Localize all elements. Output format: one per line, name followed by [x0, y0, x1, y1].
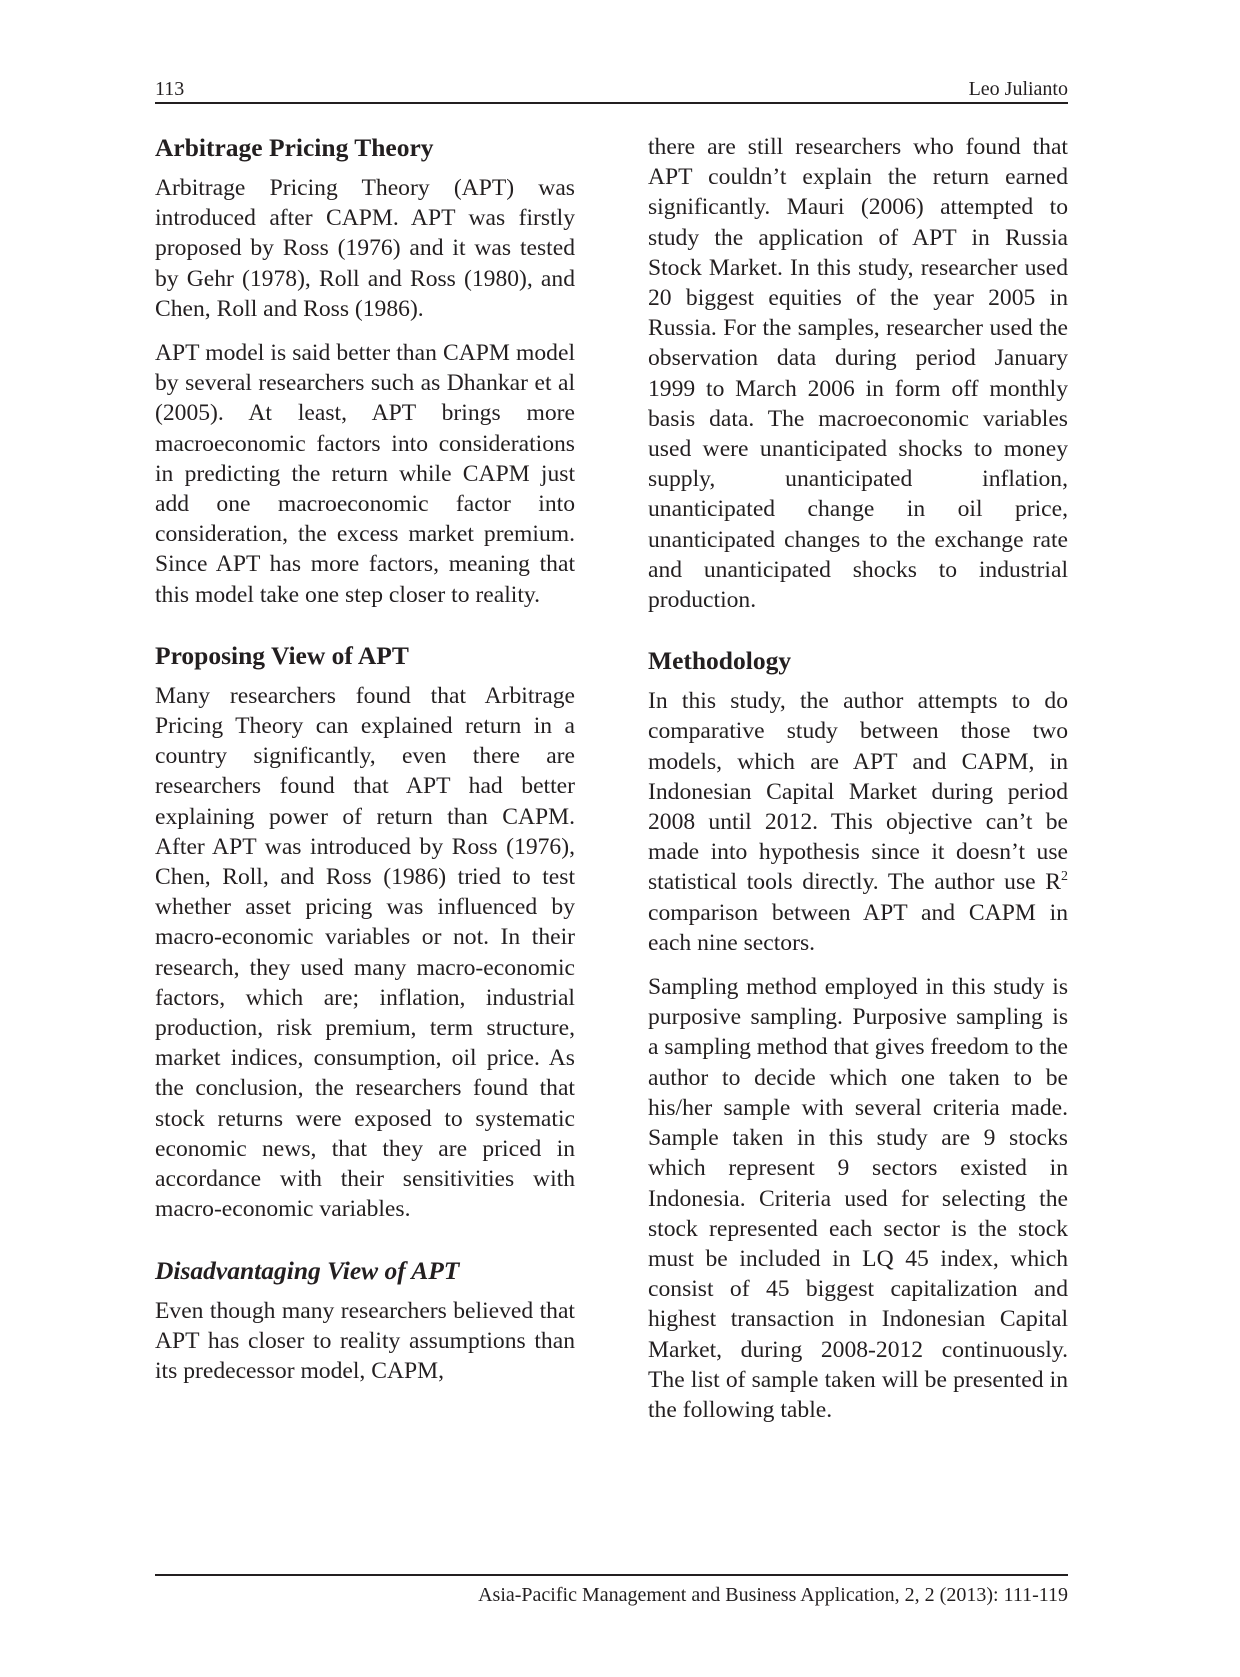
paragraph-text: comparison between APT and CAPM in each nine sectors. [648, 899, 1068, 956]
paragraph: APT model is said better than CAPM model by several researchers such as Dhankar et al (2005). At least, APT brings more macroeconomic factors into considerations in predicting the return while CAPM just add one macroeconomic factor into consideration, the excess market premium. Since APT has more factors, meaning that this model take one step closer to reality. [155, 340, 575, 608]
left-column [155, 132, 575, 1400]
superscript: 2 [1061, 869, 1068, 885]
section-title-disadvantaging-view: Disadvantaging View of APT [155, 1255, 460, 1285]
paragraph [648, 686, 1068, 958]
page-header [155, 72, 1068, 104]
page-number: 113 [155, 78, 185, 100]
paragraph-text: In this study, the author attempts to do comparative study between those two models, which are APT and CAPM, in Indonesian Capital Market during period 2008 until 2012. This objective can’t be made into hypothesis since it doesn’t use statistical tools directly. The author use R [648, 688, 1068, 896]
right-column [648, 132, 1068, 1439]
section-title-proposing-view: Proposing View of APT [155, 640, 409, 670]
paragraph: Many researchers found that Arbitrage Pricing Theory can explained return in a country significantly, even there are researchers found that APT had better explaining power of return than CAPM. After APT was introduced by Ross (1976), Chen, Roll, and Ross (1986) tried to test whether asset pricing was influenced by macro-economic variables or not. In their research, they used many macro-economic factors, which are; inflation, industrial production, risk premium, term structure, market indices, consumption, oil price. As the conclusion, the researchers found that stock returns were exposed to systematic economic news, that they are priced in accordance with their sensitivities with macro-economic variables. [155, 682, 575, 1223]
paragraph: Arbitrage Pricing Theory (APT) was introduced after CAPM. APT was firstly proposed by Ross (1976) and it was tested by Gehr (1978), Roll and Ross (1980), and Chen, Roll and Ross (1986). [155, 175, 575, 322]
page-footer [155, 1574, 1068, 1608]
paragraph: there are still researchers who found that APT couldn’t explain the return earned significantly. Mauri (2006) attempted to study the application of APT in Russia Stock Market. In this study, researcher used 20 biggest equities of the year 2005 in Russia. For the samples, researcher used the observation data during period January 1999 to March 2006 in form off monthly basis data. The macroeconomic variables used were unanticipated shocks to money supply, unanticipated inflation, unanticipated change in oil price, unanticipated changes to the exchange rate and unanticipated shocks to industrial production. [648, 134, 1068, 614]
running-author: Leo Julianto [968, 78, 1068, 100]
journal-citation: Asia-Pacific Management and Business Application, 2, 2 (2013): 111-119 [478, 1584, 1068, 1606]
paragraph: Sampling method employed in this study is purposive sampling. Purposive sampling is a sampling method that gives freedom to the author to decide which one taken to be his/her sample with several criteria made. Sample taken in this study are 9 stocks which represent 9 sectors existed in Indonesia. Criteria used for selecting the stock represented each sector is the stock must be included in LQ 45 index, which consist of 45 biggest capitalization and highest transaction in Indonesian Capital Market, during 2008-2012 continuously. The list of sample taken will be presented in the following table. [648, 974, 1068, 1423]
section-title-methodology: Methodology [648, 646, 792, 676]
paragraph: Even though many researchers believed that APT has closer to reality assumptions than its predecessor model, CAPM, [155, 1297, 575, 1384]
section-title-arbitrage-pricing-theory: Arbitrage Pricing Theory [155, 133, 434, 162]
